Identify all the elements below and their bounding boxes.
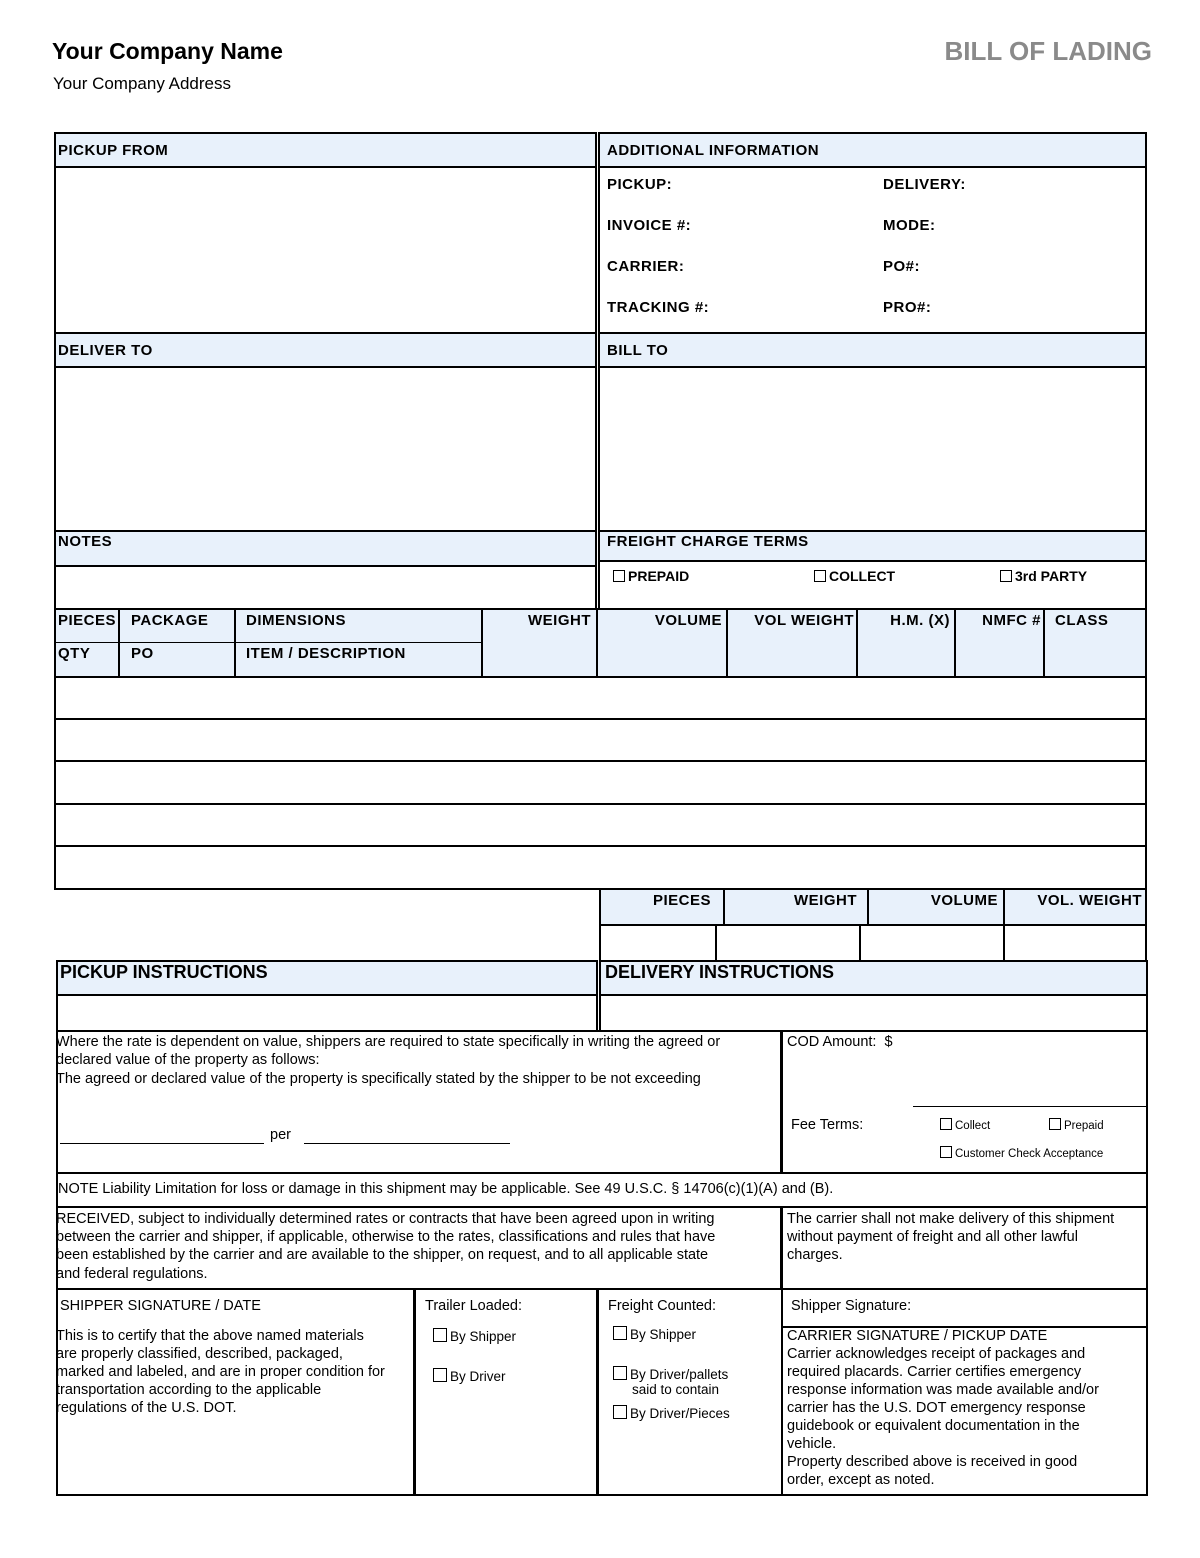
company-address: Your Company Address [53, 74, 231, 93]
counted-by-driver-pieces-option[interactable] [613, 1405, 730, 1421]
cod-prepaid-option[interactable] [1049, 1118, 1104, 1132]
shipper-cert-line3: marked and labeled, and are in proper condition for [56, 1364, 385, 1380]
company-name: Your Company Name [52, 38, 283, 64]
delivery-label: DELIVERY: [883, 176, 966, 193]
trailer-by-driver-option[interactable] [433, 1368, 506, 1384]
per-field[interactable] [304, 1143, 510, 1144]
shipper-signature-header: SHIPPER SIGNATURE / DATE [60, 1298, 261, 1314]
customer-check-label: Customer Check Acceptance [955, 1148, 1104, 1160]
counted-by-driver-pallets-label: By Driver/pallets [630, 1367, 729, 1382]
collect-option[interactable] [814, 568, 895, 584]
total-pieces-label: PIECES [652, 892, 711, 909]
third-party-checkbox[interactable] [1000, 570, 1012, 582]
pickup-label: PICKUP: [607, 176, 673, 193]
trailer-by-driver-checkbox[interactable] [433, 1368, 447, 1382]
declared-value-line1: Where the rate is dependent on value, shippers are required to state specifically in writing the agreed or [56, 1034, 721, 1050]
declared-value-field[interactable] [60, 1143, 264, 1144]
table-row[interactable] [54, 845, 1147, 847]
trailer-by-driver-label: By Driver [450, 1369, 506, 1384]
cod-collect-option[interactable] [940, 1118, 990, 1132]
carrier-sig-line4: carrier has the U.S. DOT emergency response [787, 1400, 1086, 1416]
carrier-sig-line2: required placards. Carrier certifies emergency [787, 1364, 1082, 1380]
declared-value-line2: declared value of the property as follows: [56, 1052, 320, 1068]
col-volume: VOLUME [654, 612, 722, 629]
bill-to-header: BILL TO [607, 342, 669, 359]
counted-by-driver-pieces-label: By Driver/Pieces [630, 1406, 730, 1421]
document-title: BILL OF LADING [944, 36, 1152, 66]
carrier-delivery-line1: The carrier shall not make delivery of this shipment [787, 1211, 1115, 1227]
shipper-cert-line2: are properly classified, described, packaged, [56, 1346, 343, 1362]
freight-counted-label: Freight Counted: [608, 1298, 717, 1314]
said-to-contain-label: said to contain [632, 1382, 720, 1397]
pro-label: PRO#: [883, 299, 932, 316]
customer-check-checkbox[interactable] [940, 1146, 952, 1158]
po-label: PO#: [883, 258, 921, 275]
prepaid-option[interactable] [613, 568, 689, 584]
counted-by-driver-pieces-checkbox[interactable] [613, 1405, 627, 1419]
col-package: PACKAGE [131, 612, 209, 629]
trailer-loaded-label: Trailer Loaded: [425, 1298, 522, 1314]
shipper-cert-line1: This is to certify that the above named materials [56, 1328, 364, 1344]
freight-terms-header: FREIGHT CHARGE TERMS [607, 533, 809, 550]
total-weight-label: WEIGHT [794, 892, 857, 909]
counted-by-shipper-checkbox[interactable] [613, 1326, 627, 1340]
received-line2: between the carrier and shipper, if applicable, otherwise to the rates, classifications and rules that have [56, 1229, 716, 1245]
counted-by-driver-pallets-checkbox[interactable] [613, 1366, 627, 1380]
deliver-to-header: DELIVER TO [58, 342, 153, 359]
prepaid-checkbox[interactable] [613, 570, 625, 582]
col-class: CLASS [1055, 612, 1109, 629]
carrier-label: CARRIER: [607, 258, 685, 275]
declared-value-line3: The agreed or declared value of the property is specifically stated by the shipper to be not exceeding [56, 1071, 701, 1087]
col-pieces: PIECES [58, 612, 117, 629]
shipper-cert-line5: regulations of the U.S. DOT. [56, 1400, 237, 1416]
trailer-loaded-section [414, 1288, 598, 1496]
tracking-label: TRACKING #: [607, 299, 710, 316]
col-nmfc: NMFC # [982, 612, 1041, 629]
carrier-sig-line1: Carrier acknowledges receipt of packages and [787, 1346, 1086, 1362]
counted-by-driver-pallets-option[interactable] [613, 1366, 728, 1382]
table-row[interactable] [54, 760, 1147, 762]
total-volume-label: VOLUME [930, 892, 998, 909]
table-row[interactable] [54, 718, 1147, 720]
notes-header: NOTES [58, 533, 113, 550]
trailer-by-shipper-option[interactable] [433, 1328, 516, 1344]
table-row[interactable] [54, 803, 1147, 805]
liability-note: NOTE Liability Limitation for loss or damage in this shipment may be applicable. See 49 U.S.C. § 14706(c)(1)(A) and (B). [58, 1181, 834, 1197]
collect-checkbox[interactable] [814, 570, 826, 582]
pickup-from-header: PICKUP FROM [58, 142, 169, 159]
invoice-label: INVOICE #: [607, 217, 692, 234]
cod-prepaid-label: Prepaid [1064, 1120, 1104, 1132]
delivery-instructions-header: DELIVERY INSTRUCTIONS [605, 962, 835, 982]
carrier-sig-line8: order, except as noted. [787, 1472, 935, 1488]
trailer-by-shipper-label: By Shipper [450, 1329, 517, 1344]
total-vol-weight-label: VOL. WEIGHT [1037, 892, 1142, 909]
received-line4: and federal regulations. [56, 1266, 208, 1282]
col-hm: H.M. (X) [890, 612, 950, 629]
counted-by-shipper-label: By Shipper [630, 1327, 697, 1342]
col-item-description: ITEM / DESCRIPTION [246, 645, 406, 662]
counted-by-shipper-option[interactable] [613, 1326, 696, 1342]
shipper-cert-line4: transportation according to the applicable [56, 1382, 322, 1398]
carrier-sig-line7: Property described above is received in good [787, 1454, 1078, 1470]
third-party-option[interactable] [1000, 568, 1087, 584]
fee-terms-label: Fee Terms: [791, 1117, 864, 1133]
carrier-sig-line5: guidebook or equivalent documentation in the [787, 1418, 1080, 1434]
third-party-label: 3rd PARTY [1015, 568, 1088, 584]
mode-label: MODE: [883, 217, 936, 234]
pickup-instructions-header: PICKUP INSTRUCTIONS [60, 962, 268, 982]
received-line3: been established by the carrier and are available to the shipper, on request, and to all applicable state [56, 1247, 709, 1263]
received-line1: RECEIVED, subject to individually determined rates or contracts that have been agreed upon in writing [56, 1211, 715, 1227]
carrier-delivery-line2: without payment of freight and all other lawful [787, 1229, 1078, 1245]
collect-label: COLLECT [829, 568, 896, 584]
carrier-sig-line3: response information was made available and/or [787, 1382, 1099, 1398]
cod-collect-checkbox[interactable] [940, 1118, 952, 1130]
cod-prepaid-checkbox[interactable] [1049, 1118, 1061, 1130]
per-label: per [270, 1127, 291, 1143]
additional-info-header: ADDITIONAL INFORMATION [607, 142, 820, 159]
prepaid-label: PREPAID [628, 568, 690, 584]
col-weight: WEIGHT [528, 612, 591, 629]
shipper-signature-label: Shipper Signature: [791, 1298, 912, 1314]
col-po: PO [131, 645, 154, 662]
col-vol-weight: VOL WEIGHT [754, 612, 854, 629]
col-qty: QTY [58, 645, 91, 662]
cod-amount-label: COD Amount: $ [787, 1034, 893, 1050]
trailer-by-shipper-checkbox[interactable] [433, 1328, 447, 1342]
carrier-signature-header: CARRIER SIGNATURE / PICKUP DATE [787, 1328, 1048, 1344]
carrier-delivery-line3: charges. [787, 1247, 843, 1263]
cod-collect-label: Collect [955, 1120, 991, 1132]
carrier-sig-line6: vehicle. [787, 1436, 837, 1452]
col-dimensions: DIMENSIONS [246, 612, 347, 629]
customer-check-option[interactable] [940, 1146, 1103, 1160]
